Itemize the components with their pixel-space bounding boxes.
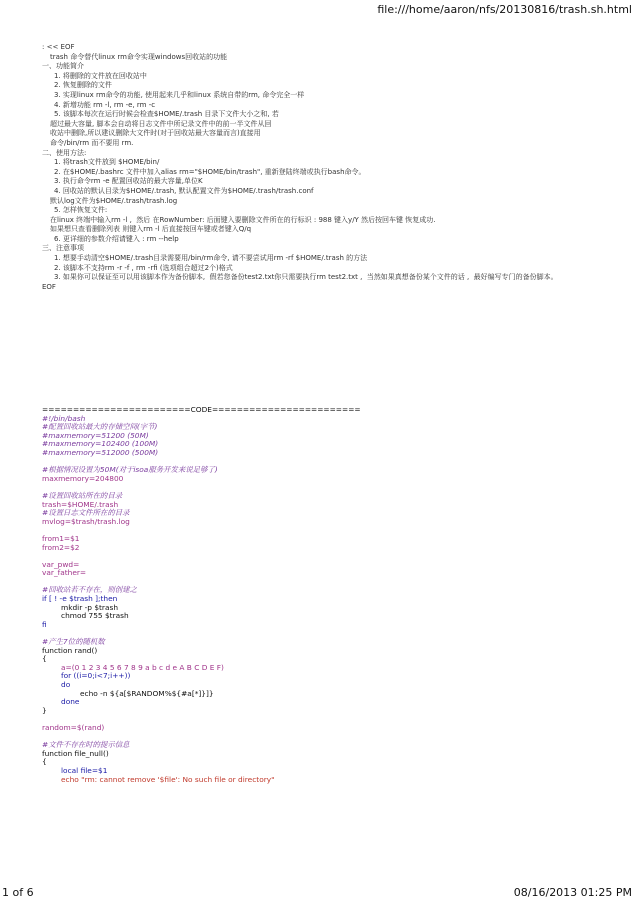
code-line: mkdir -p $trash [61,602,119,612]
code-line: #maxmemory=51200 (50M) [42,430,149,440]
doc-line: 1. 想要手动清空$HOME/.trash目录需要用/bin/rm命令, 请不要尝试用rm -rf $HOME/.trash 的方法 [54,254,368,263]
code-line: a=(0 1 2 3 4 5 6 7 8 9 a b c d e A B C D E F) [61,662,224,672]
doc-line: 4. 回收站的默认目录为$HOME/.trash, 默认配置文件为$HOME/.trash/trash.conf [54,186,314,195]
code-line: local file=$1 [61,765,108,775]
code-line: chmod 755 $trash [61,611,129,621]
code-line: #配置回收站最大的存储空间(字节) [42,422,158,432]
page-number: 1 of 6 [2,886,34,899]
code-line [42,629,632,638]
code-line: #产生7位的随机数 [42,637,105,647]
doc-line: 在linux 终端中输入rm -l , 然后 在RowNumber: 后面键入要删除文件所在的行标识 : 988 键入y/Y 然后按回车键 恢复成功. [50,215,436,224]
code-line [42,526,632,535]
doc-line: 三、注意事项 [42,244,84,253]
code-line: #设置日志文件所在的目录 [42,508,130,518]
code-line [42,733,632,742]
code-line: #回收站若不存在，则创建之 [42,585,137,595]
code-line: #maxmemory=512000 (500M) [42,447,159,457]
code-line [42,715,632,724]
code-line: mvlog=$trash/trash.log [42,516,130,526]
description-block [42,43,632,292]
doc-line: 4. 新增功能 rm -l, rm -e, rm -c [54,100,156,109]
code-line: do [61,680,71,689]
print-datetime: 08/16/2013 01:25 PM [513,886,632,899]
code-line: echo -n ${a[$RANDOM%${#a[*]}]} [80,688,214,698]
doc-line: 6. 更详细的参数介绍请键入 : rm --help [54,234,179,243]
code-line: for ((i=0;i<7;i++)) [61,671,131,681]
code-line: from1=$1 [42,533,80,543]
code-line: var_pwd= [42,559,80,569]
code-line: { [42,757,47,767]
code-line: var_father= [42,568,87,578]
code-line: echo "rm: cannot remove '$file': No such file or directory" [61,774,275,784]
code-line [42,483,632,492]
page-header-path: file:///home/aaron/nfs/20130816/trash.sh.html [377,3,632,16]
doc-line: 2. 该脚本不支持rm -r -f , rm -rfi (选项组合超过2个)格式 [54,263,233,272]
code-line: maxmemory=204800 [42,473,124,483]
doc-line: 3. 如果你可以保证至可以用该脚本作为备份脚本, 假若您备份test2.txt你只需要执行rm test2.txt , 当然如果真想备份某个文件的话 , 最好编写专门的备份脚本。 [54,273,558,282]
doc-line: 1. 将删除的文件放在回收站中 [54,71,147,80]
doc-line: 如果想只查看删除列表 则键入rm -l 后直接按回车键或者键入Q/q [50,225,252,234]
code-block [42,406,632,784]
doc-line: 3. 实现linux rm命令的功能, 使用起来几乎和linux 系统自带的rm, 命令完全一样 [54,90,305,99]
code-line: from2=$2 [42,542,80,552]
code-line: function rand() [42,645,98,655]
code-line: } [42,705,47,715]
code-line: #maxmemory=102400 (100M) [42,439,159,449]
code-line [42,552,632,561]
doc-line: EOF [42,282,56,291]
code-line: #!/bin/bash [42,413,86,423]
doc-line: 一、功能简介 [42,62,84,71]
doc-line: : << EOF [42,43,75,51]
code-line: #根据情况设置为50M(对于isoa服务开发来说足够了) [42,465,218,475]
doc-line: 2. 恢复删除的文件 [54,81,112,90]
code-line: if [ ! -e $trash ];then [42,594,118,604]
doc-line: 超过最大容量, 脚本会自动将日志文件中所记录文件中的前一半文件从回 [50,119,272,128]
code-line: ========================CODE======================== [42,405,361,414]
code-line: fi [42,619,47,629]
code-line: #设置回收站所在的目录 [42,490,123,500]
doc-line: 3. 执行命令rm -e 配置回收站的最大容量,单位K [54,177,203,186]
code-line: random=$(rand) [42,722,105,732]
doc-line: trash 命令替代linux rm命令实现windows回收站的功能 [50,52,228,61]
doc-line: 2. 在$HOME/.bashrc 文件中加入alias rm="$HOME/bin/trash", 重新登陆终端或执行bash命令。 [54,167,366,176]
code-line: trash=$HOME/.trash [42,499,119,509]
doc-line: 命令/bin/rm 而不要用 rm. [50,138,134,147]
code-line: function file_null() [42,748,109,758]
doc-line: 收站中删除,所以建议删除大文件时(对于回收站最大容量而言)直接用 [50,129,261,138]
doc-line: 二、使用方法: [42,148,87,157]
doc-line: 默认log文件为$HOME/.trash/trash.log [50,196,178,205]
code-line: done [61,697,80,707]
doc-line: 1. 将trash文件放到 $HOME/bin/ [54,158,160,167]
code-line: #文件不存在时的提示信息 [42,740,130,750]
doc-line: 5. 该脚本每次在运行时候会检查$HOME/.trash 目录下文件大小之和, 若 [54,110,279,119]
code-line: { [42,654,47,664]
doc-line: 5. 怎样恢复文件: [54,206,108,215]
